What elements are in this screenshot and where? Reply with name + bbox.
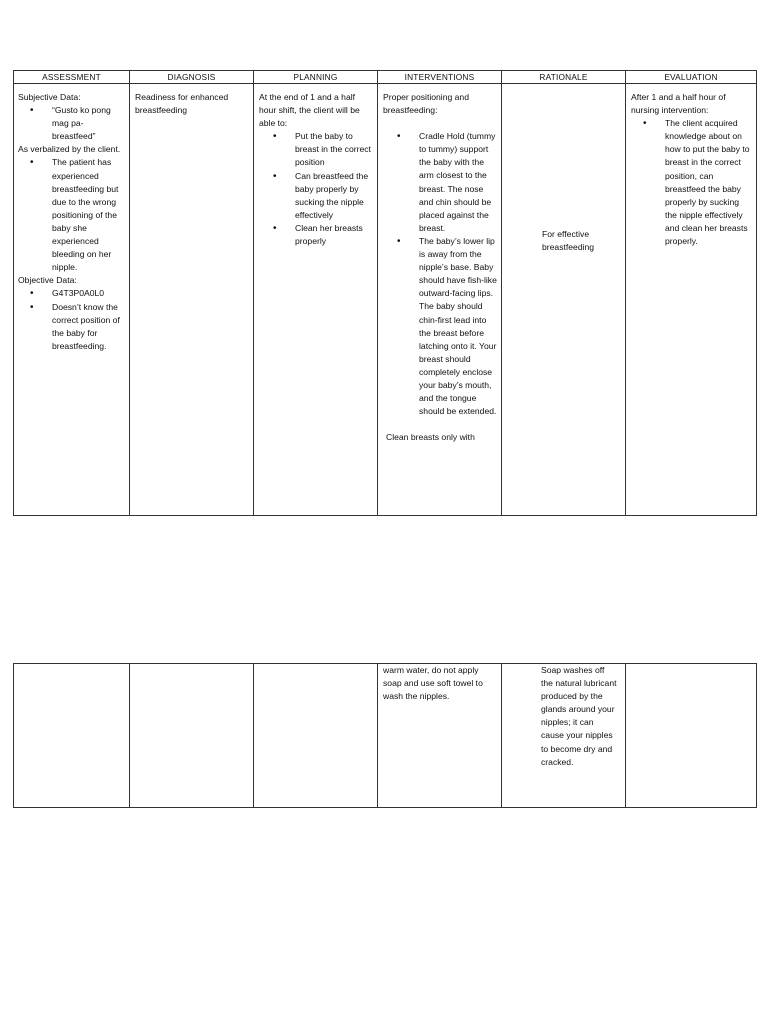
care-plan-table-page1 xyxy=(13,70,757,516)
planning-cell xyxy=(254,84,378,516)
header-diagnosis: DIAGNOSIS xyxy=(130,71,254,84)
evaluation-list xyxy=(631,117,752,248)
evaluation-intro: After 1 and a half hour of nursing intervention: xyxy=(631,92,726,116)
evaluation-cell xyxy=(626,84,757,516)
objective-label: Objective Data: xyxy=(18,275,77,286)
objective-item: • G4T3P0A0L0 xyxy=(52,287,126,300)
header-interventions: INTERVENTIONS xyxy=(378,71,502,84)
rationale-cell-cont xyxy=(502,664,626,808)
intervention-clean-cont: warm water, do not apply soap and use soft towel to wash the nipples. xyxy=(383,665,483,702)
subjective-quote: • “Gusto ko pong mag pa-breastfeed” xyxy=(52,104,126,143)
intervention-item: • Cradle Hold (tummy to tummy) support the baby with the arm closest to the breast. The nose and chin should be placed against the breast. xyxy=(419,130,497,235)
header-row xyxy=(14,71,757,84)
interventions-intro: Proper positioning and breastfeeding: xyxy=(383,92,469,116)
intervention-clean-start: Clean breasts only with xyxy=(386,432,475,443)
evaluation-item: • The client acquired knowledge about on how to put the baby to breast in the correct position, can breastfeed the baby properly by sucking the nipple effectively and clean her breasts properly. xyxy=(665,117,752,248)
subjective-list xyxy=(18,104,126,143)
planning-item: • Can breastfeed the baby properly by sucking the nipple effectively xyxy=(295,170,373,222)
continuation-row xyxy=(14,664,757,808)
evaluation-cell-cont xyxy=(626,664,757,808)
intervention-item: • The baby’s lower lip is away from the nipple’s base. Baby should have fish-like outward-facing lips. The baby should chin-first lead into the breast before latching onto it. Your breast should completely enclose your baby’s mouth, and the tongue should be extended. xyxy=(419,235,497,418)
subjective-label: Subjective Data: xyxy=(18,92,81,102)
planning-cell-cont xyxy=(254,664,378,808)
rationale-first: For effective breastfeeding xyxy=(542,229,595,253)
rationale-cell xyxy=(502,84,626,516)
rationale-second: Soap washes off the natural lubricant produced by the glands around your nipples; it can cause your nipples to become dry and cracked. xyxy=(541,665,617,767)
header-planning: PLANNING xyxy=(254,71,378,84)
verbalized-note: As verbalized by the client. xyxy=(18,144,121,155)
planning-intro: At the end of 1 and a half hour shift, the client will be able to: xyxy=(259,92,360,129)
objective-item: • Doesn’t know the correct position of the baby for breastfeeding. xyxy=(52,301,126,353)
subjective-item: • The patient has experienced breastfeeding but due to the wrong positioning of the baby she experienced bleeding on her nipple. xyxy=(52,156,126,274)
header-evaluation: EVALUATION xyxy=(626,71,757,84)
diagnosis-text: Readiness for enhanced breastfeeding xyxy=(135,92,229,116)
header-rationale: RATIONALE xyxy=(502,71,626,84)
planning-item: • Clean her breasts properly xyxy=(295,222,373,248)
assessment-cell-cont xyxy=(14,664,130,808)
header-assessment: ASSESSMENT xyxy=(14,71,130,84)
interventions-list xyxy=(383,130,497,418)
interventions-cell xyxy=(378,84,502,516)
care-plan-table-page2 xyxy=(13,663,757,808)
diagnosis-cell-cont xyxy=(130,664,254,808)
assessment-cell xyxy=(14,84,130,516)
subjective-list-2 xyxy=(18,156,126,274)
diagnosis-cell xyxy=(130,84,254,516)
objective-list xyxy=(18,287,126,352)
content-row xyxy=(14,84,757,516)
planning-list xyxy=(259,130,373,248)
planning-item: • Put the baby to breast in the correct position xyxy=(295,130,373,169)
interventions-cell-cont xyxy=(378,664,502,808)
